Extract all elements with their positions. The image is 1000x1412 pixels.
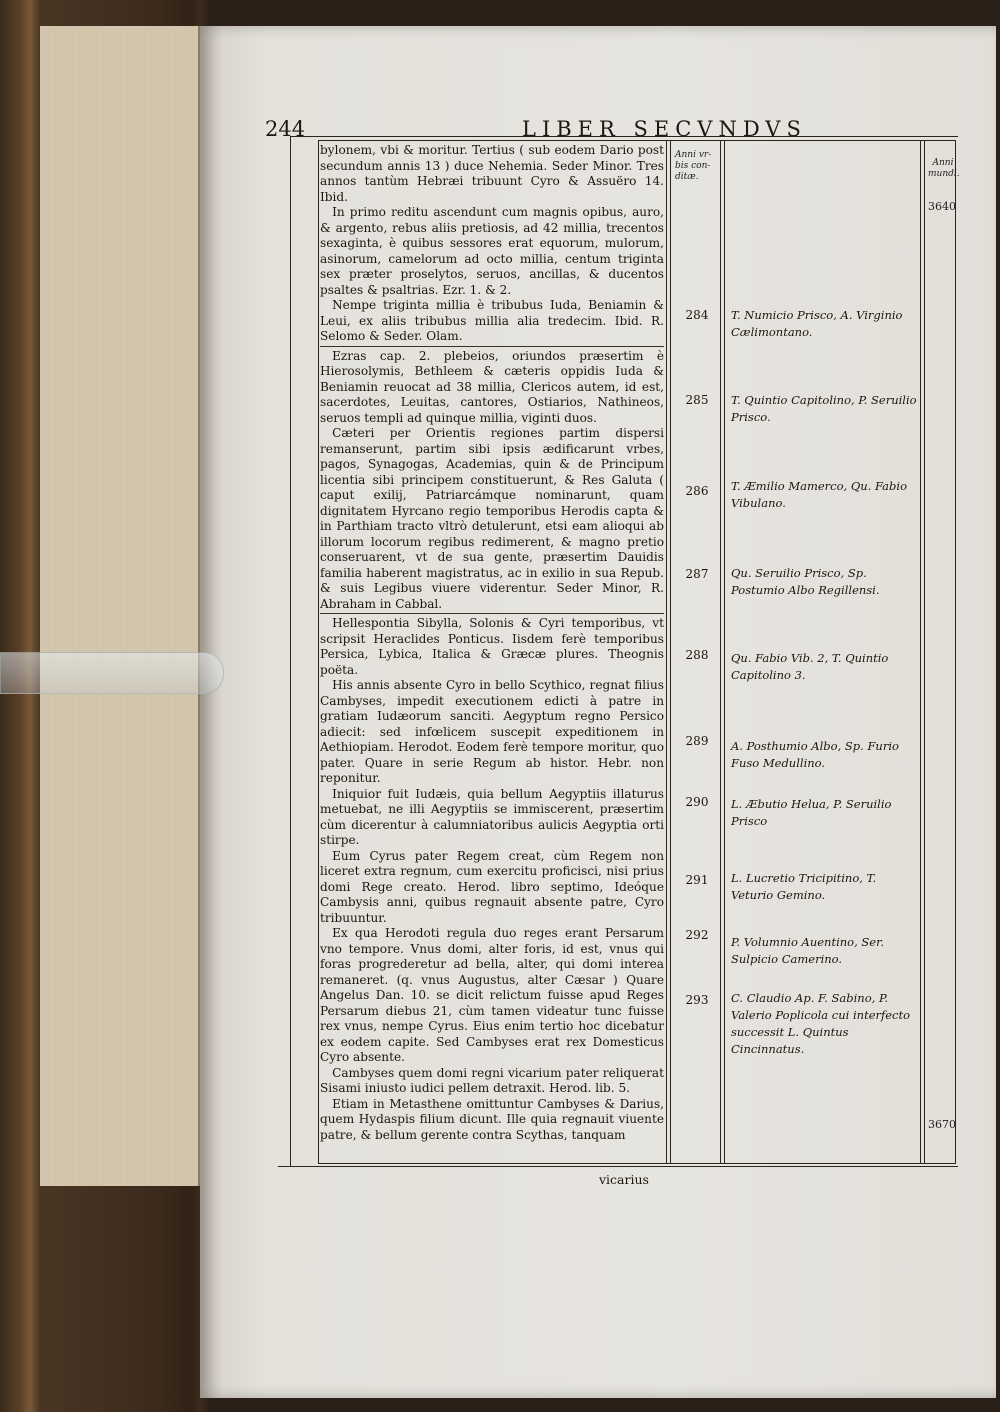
- mundi-column-header: Anni mundi.: [928, 158, 960, 179]
- urbis-year: 289: [685, 734, 709, 748]
- main-text-column: [320, 143, 664, 1143]
- column-rule: [670, 140, 671, 1164]
- urbis-year: 293: [685, 993, 709, 1007]
- urbis-year: 284: [685, 308, 709, 322]
- paragraph: Cambyses quem domi regni vicarium pater reliquerat Sisami iniusto iudici pellem detraxit. Herod. lib. 5.: [320, 1065, 664, 1095]
- left-rule: [290, 136, 291, 1166]
- urbis-year: 287: [685, 567, 709, 581]
- bookmark-strip: [0, 652, 224, 694]
- divider: [320, 346, 664, 347]
- consul-entry: T. Quintio Capitolino, P. Seruilio Prisco.: [731, 393, 917, 424]
- consul-entry: L. Lucretio Tricipitino, T. Veturio Gemino.: [731, 871, 877, 902]
- paragraph: In primo reditu ascendunt cum magnis opibus, auro, & argento, rebus aliis pretiosis, ad 42 millia, trecentos sexaginta, è quibus sessores erat equorum, mulorum, asinorum, camelorum ad octo millia, centum triginta sex præter proselytos, seruos, ancillas, & ducentos psaltes & psaltrias. Ezr. 1. & 2.: [320, 205, 664, 297]
- paragraph: Eum Cyrus pater Regem creat, cùm Regem non liceret extra regnum, cum exercitu proficisci, nisi prius domi Rege creato. Herod. libro septimo, Ideóque Cambysis anni, quibus regnauit absente patre, Cyro tribuuntur.: [320, 848, 664, 925]
- column-rule: [924, 140, 925, 1164]
- paragraph: Iniquior fuit Iudæis, quia bellum Aegyptiis illaturus metuebat, ne illi Aegyptiis se immiscerent, præsertim cùm dicerentur à calumniatoribus aulicis Aegyptia orti stirpe.: [320, 786, 664, 847]
- consul-entry: T. Numicio Prisco, A. Virginio Cælimontano.: [731, 308, 903, 339]
- paragraph: Cæteri per Orientis regiones partim dispersi remanserunt, partim sibi ipsis ædificarunt vrbes, pagos, Synagogas, Academias, quin & de Principum licentia sibi principem constituerunt, & Res Galuta ( caput exilij, Patriarcámque nominarunt, quam dignitatem Hyrcano regio temporibus Herodis capta & in Parthiam tracto vltrò detulerunt, etsi eam alioqui ab illorum locorum regibus redimerent, & magno pretio conseruarent, vt de sua gente, præsertim Dauidis familia haberent magistratus, ac in exilio in sua Repub. & suis Legibus viuere viderentur. Seder Minor, R. Abraham in Cabbal.: [320, 426, 664, 611]
- urbis-year: 288: [685, 648, 709, 662]
- mundi-year-bottom: 3670: [928, 1118, 956, 1131]
- consul-entry: P. Volumnio Auentino, Ser. Sulpicio Camerino.: [731, 935, 884, 966]
- bottom-rule: [278, 1166, 958, 1167]
- urbis-year: 285: [685, 393, 709, 407]
- column-rule: [724, 140, 725, 1164]
- urbis-year: 291: [685, 873, 709, 887]
- consul-entry: C. Claudio Ap. F. Sabino, P. Valerio Poplicola cui interfecto successit L. Quintus Cincinnatus.: [731, 991, 911, 1056]
- mundi-year-top: 3640: [928, 200, 956, 213]
- consul-entry: A. Posthumio Albo, Sp. Furio Fuso Medullino.: [731, 739, 899, 770]
- urbis-year: 292: [685, 928, 709, 942]
- consul-entry: Qu. Fabio Vib. 2, T. Quintio Capitolino 3.: [731, 651, 889, 682]
- paragraph: His annis absente Cyro in bello Scythico, regnat filius Cambyses, impedit executionem edicti à patre in gratiam Iudæorum sanciti. Aegyptum regno Persico adiecit: sed infœlicem suscepit expeditionem in Aethiopiam. Herodot. Eodem ferè tempore moritur, quo pater. Quare in serie Regum ab histor. Hebr. non reponitur.: [320, 678, 664, 785]
- consul-entry: Qu. Seruilio Prisco, Sp. Postumio Albo Regillensi.: [731, 566, 880, 597]
- consul-entry: T. Æmilio Mamerco, Qu. Fabio Vibulano.: [731, 479, 907, 510]
- paragraph: Ezras cap. 2. plebeios, oriundos præsertim è Hierosolymis, Bethleem & cæteris oppidis Iuda & Beniamin reuocat ad 38 millia, Clericos autem, id est, sacerdotes, Leuitas, cantores, Ostiarios, Nathineos, seruos templi ad quinque millia, viginti duos.: [320, 348, 664, 425]
- paragraph: Ex qua Herodoti regula duo reges erant Persarum vno tempore. Vnus domi, alter foris, id est, vnus qui foras progrederetur ad bella, alter, qui domi interea remaneret. (q. vnus Augustus, alter Cæsar ) Quare Angelus Dan. 10. se dicit relictum fuisse apud Reges Persarum diebus 21, cùm tamen videatur tunc fuisse rex vnus, nempe Cyrus. Eius enim tertio hoc dicebatur ex eodem capite. Sed Cambyses erat rex Domesticus Cyro absente.: [320, 926, 664, 1064]
- urbis-year: 290: [685, 795, 709, 809]
- catchword: vicarius: [599, 1172, 649, 1187]
- urbis-column-header: Anni vr- bis con- ditæ.: [675, 150, 712, 182]
- divider: [320, 613, 664, 614]
- top-rule: [290, 136, 958, 137]
- paragraph: Etiam in Metasthene omittuntur Cambyses & Darius, quem Hydaspis filium dicunt. Ille quia regnauit viuente patre, & bellum gerente contra Scythas, tanquam: [320, 1096, 664, 1142]
- urbis-year: 286: [685, 484, 709, 498]
- consul-entry: L. Æbutio Helua, P. Seruilio Prisco: [731, 797, 892, 828]
- page-number: 244: [265, 117, 306, 141]
- column-rule: [666, 140, 667, 1164]
- paragraph: bylonem, vbi & moritur. Tertius ( sub eodem Dario post secundum annis 13 ) duce Nehemia. Seder Minor. Tres annos tantùm Hebræi tribuunt Cyro & Assuëro 14. Ibid.: [320, 143, 664, 204]
- paragraph: Nempe triginta millia è tribubus Iuda, Beniamin & Leui, ex aliis tribubus millia alia tredecim. Ibid. R. Selomo & Seder. Olam.: [320, 298, 664, 343]
- column-rule: [720, 140, 721, 1164]
- paragraph: Hellespontia Sibylla, Solonis & Cyri temporibus, vt scripsit Heraclides Ponticus. Iisdem ferè temporibus Persica, Lybica, Italica & Græcæ plures. Theognis poëta.: [320, 616, 664, 677]
- page-edges: [40, 26, 200, 1186]
- running-title: LIBER SECVNDVS: [522, 117, 807, 141]
